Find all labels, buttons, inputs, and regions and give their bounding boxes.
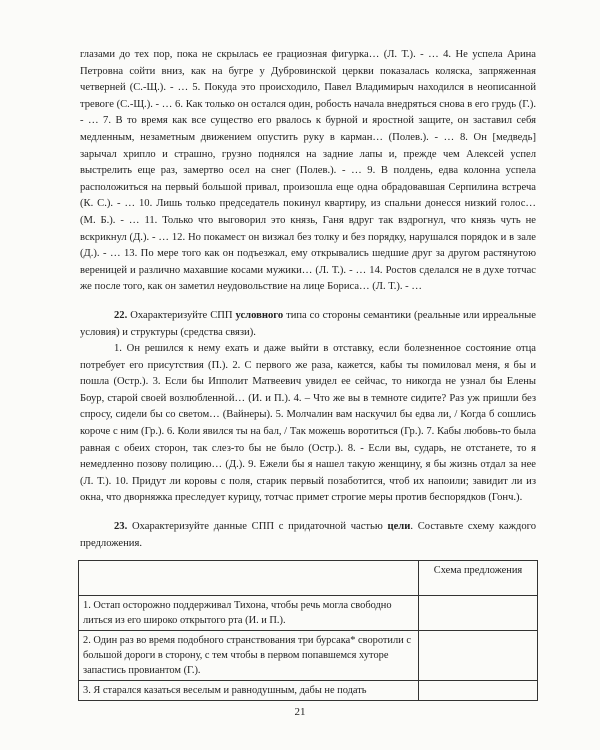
task-23-keyword: цели (387, 521, 411, 533)
task-22-number: 22. (114, 309, 128, 321)
sentence-cell: 2. Один раз во время подобного странствования три бурсака* своротили с большой дороги в сторону, с тем чтобы в первом попавшемся хуторе запастись провиантом (Г.). (79, 631, 419, 681)
task-23-text-post: . Составьте схему каждого предложения. (80, 521, 536, 549)
table-header-row (79, 561, 538, 596)
task-22-text-post: типа со стороны семантики (реальные или ирреальные условия) и структуры (средства связи). (80, 309, 537, 338)
task-23-number: 23. (114, 521, 128, 533)
scheme-cell[interactable] (419, 596, 538, 631)
table-row (79, 596, 538, 631)
header-scheme-cell: Схема предложения (419, 561, 538, 596)
page-number: 21 (294, 706, 306, 718)
task-23-heading (80, 519, 536, 552)
sentence-cell: 3. Я старался казаться веселым и равнодушным, дабы не подать (79, 681, 419, 701)
table-row (79, 631, 538, 681)
task-23-text-pre: Охарактеризуйте данные СПП с придаточной частью (131, 521, 383, 533)
continuation-paragraph: глазами до тех пор, пока не скрылась ее грациозная фигурка… (Л. Т.). - … 4. Не успела Арина Петровна сойти вниз, как на бугре у Дубровинской церкви показалась коляска, запряженная четверней (С.-Щ.). - … 5. Покуда это происходило, Павел Владимирыч находился в неописанной тревоге (С.-Щ.). - … 6. Как только он остался один, робость начала внедряться снова в его грудь (Г.). - … 7. В то время как все существо его рвалось к бурной и яростной защите, он заставил себя медленным, незаметным движением опустить руку в карман… (Полев.). - … 8. Он [медведь] зарычал хрипло и страшно, грузно поднялся на задние лапы и, прежде чем Алексей успел выстрелить еще раз, замертво осел на снег (Полев.). - … 9. В полдень, едва колонна успела расположиться на первый большой привал, произошла еще одна обрадовавшая Серпилина встреча (К. С.). - … 10. Лишь только председатель покинул квартиру, из спальни донесся низкий голос… (М. Б.). - … 11. Только что выговорил это князь, Ганя вдруг так вздрогнул, что князь чуть не вскрикнул (Д.). - … 12. Но покамест он визжал без толку и без порядку, нарушался порядок и в зале (Д.). - … 13. По мере того как он подъезжал, ему открывались шедшие друг за другом растянутою вереницей и различно махавшие косами мужики… (Л. Т.). - … 14. Ростов сделался не в духе тотчас же после того, как он заметил неудовольствие на лице Бориса… (Л. Т.). - … (80, 49, 536, 293)
task-22 (80, 308, 536, 507)
task-22-keyword: условного (235, 309, 284, 321)
task-22-text-pre: Охарактеризуйте СПП (130, 309, 233, 321)
sentence-scheme-table (78, 560, 538, 701)
scheme-cell[interactable] (419, 681, 538, 701)
header-sentence-cell (79, 561, 419, 596)
table-row (79, 681, 538, 701)
task-22-heading (80, 308, 536, 341)
task-23 (80, 519, 536, 701)
sentence-cell: 1. Остап осторожно поддерживал Тихона, чтобы речь могла свободно литься из его широко открытого рта (И. и П.). (79, 596, 419, 631)
scheme-cell[interactable] (419, 631, 538, 681)
task-22-examples: 1. Он решился к нему ехать и даже выйти в отставку, если болезненное состояние отца потребует его присутствия (П.). 2. С первого же раза, кажется, кабы ты помиловал меня, я бы и пошла (Остр.). 3. Если бы Ипполит Матвеевич увидел ее сейчас, то никогда не узнал бы Елены Боур, старой своей возлюбленной… (И. и П.). 4. – Что же вы в темноте сидите? Раз уж пришли без спросу, сидели бы со светом… (Вайнеры). 5. Молчалин вам наскучил бы едва ли, / Когда б сошлись короче с ним (Гр.). 6. Коли явился ты на бал, / Так можешь воротиться (Гр.). 7. Кабы любовь-то была равная с обеих сторон, так слез-то бы не было (Остр.). 8. - Если вы, сударь, не отстанете, то я немедленно позову полицию… (Д.). 9. Ежели бы я нашел такую женщину, я бы жизнь отдал за нее (Л. Т.). 10. Придут ли коровы с поля, старик первый позаботится, чтоб их напоили; завидит ли из окна, что дворняжка преследует курицу, тотчас примет строгие меры против беспорядков (Гонч.). (80, 343, 536, 504)
